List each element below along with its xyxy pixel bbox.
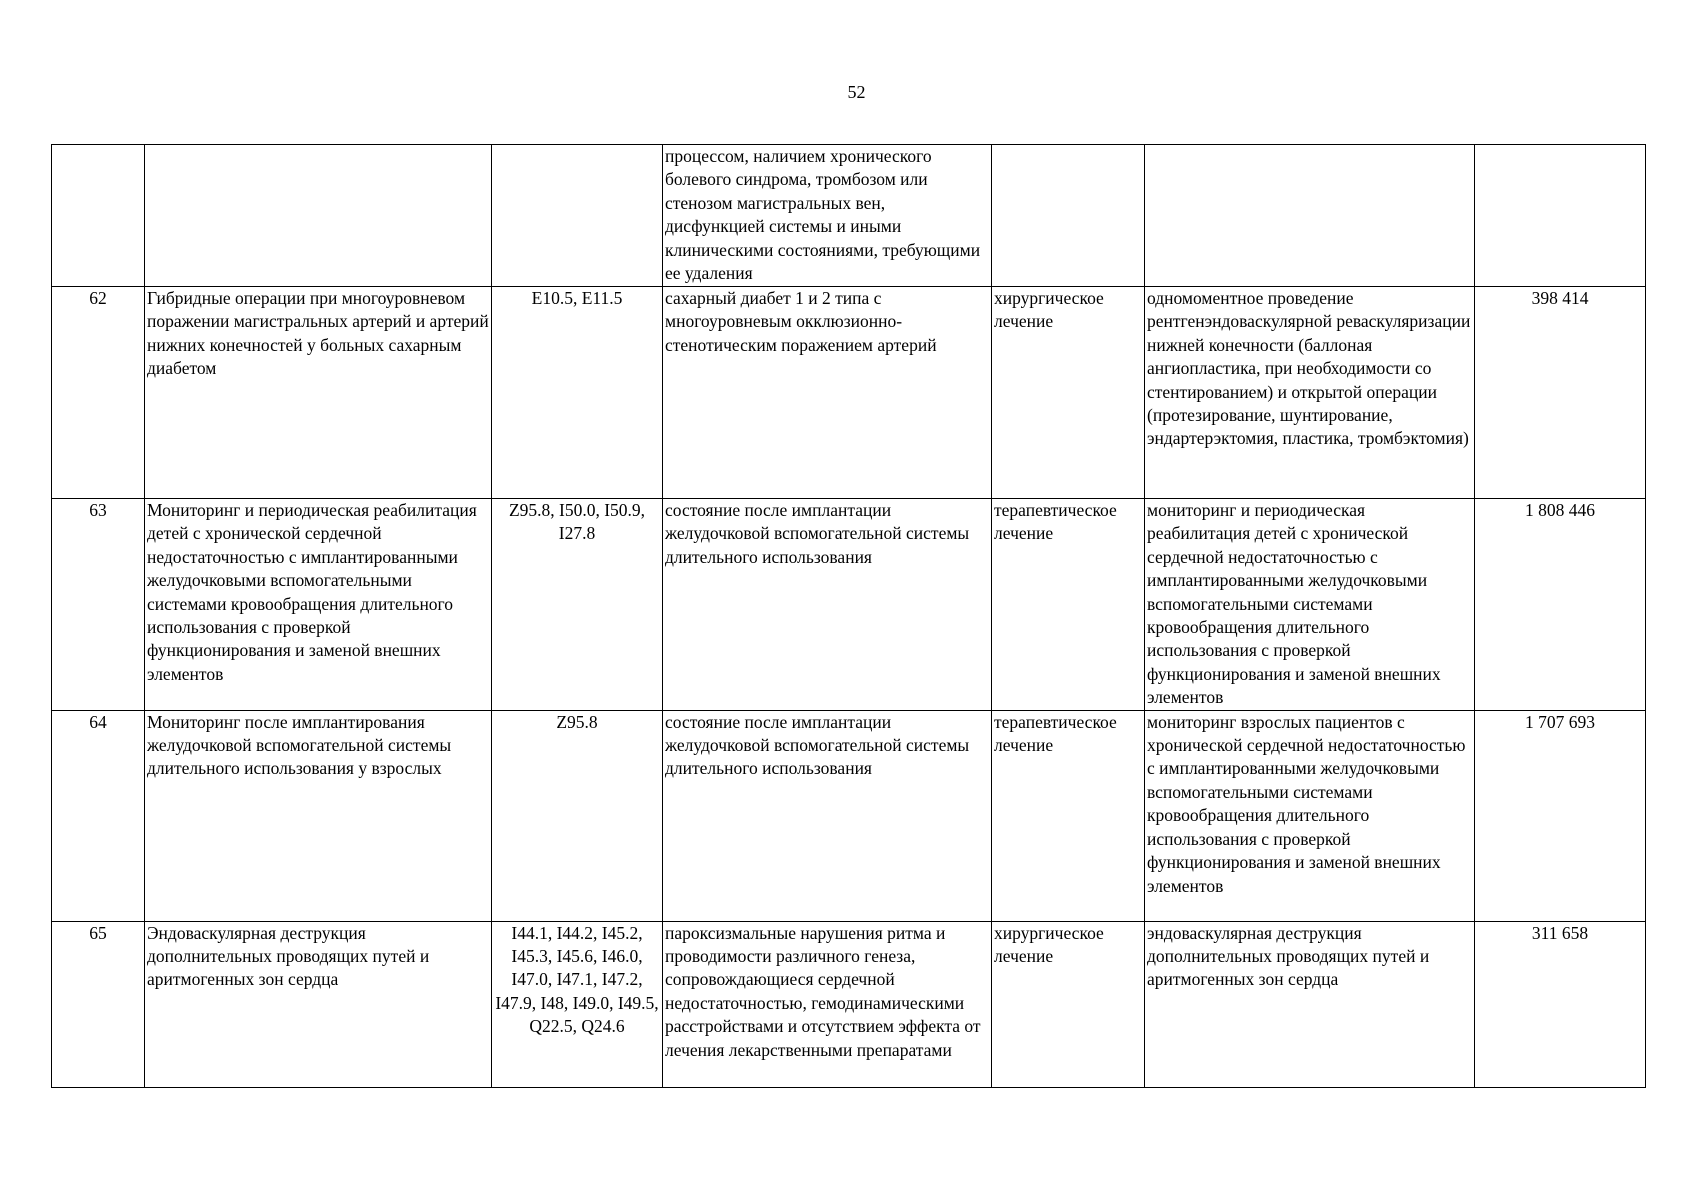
service-name: Мониторинг и периодическая реабилитация детей с хронической сердечной недостаточностью с имплантированными желудочковыми вспомогательными системами кровообращения длительного использования с проверкой функционирования и заменой внешних элементов xyxy=(145,499,492,711)
row-number xyxy=(52,145,145,287)
cost-value xyxy=(1475,145,1646,287)
row-number: 63 xyxy=(52,499,145,711)
services-table xyxy=(51,144,1646,1088)
treatment-type xyxy=(992,145,1145,287)
patient-model: процессом, наличием хронического болевого синдрома, тромбозом или стенозом магистральных вен, дисфункцией системы и иными клиническими состояниями, требующими ее удаления xyxy=(663,145,992,287)
diagnosis-codes: Z95.8, I50.0, I50.9, I27.8 xyxy=(492,499,663,711)
cost-value: 1 707 693 xyxy=(1475,710,1646,921)
service-name: Мониторинг после имплантирования желудочковой вспомогательной системы длительного использования у взрослых xyxy=(145,710,492,921)
treatment-type: терапевтическое лечение xyxy=(992,499,1145,711)
service-name: Эндоваскулярная деструкция дополнительных проводящих путей и аритмогенных зон сердца xyxy=(145,921,492,1087)
cost-value: 311 658 xyxy=(1475,921,1646,1087)
row-number: 62 xyxy=(52,287,145,499)
treatment-method xyxy=(1145,145,1475,287)
diagnosis-codes xyxy=(492,145,663,287)
table-row xyxy=(52,921,1646,1087)
cost-value: 1 808 446 xyxy=(1475,499,1646,711)
patient-model: состояние после имплантации желудочковой вспомогательной системы длительного использования xyxy=(663,710,992,921)
diagnosis-codes: I44.1, I44.2, I45.2, I45.3, I45.6, I46.0, I47.0, I47.1, I47.2, I47.9, I48, I49.0, I49.5, Q22.5, Q24.6 xyxy=(492,921,663,1087)
treatment-method: мониторинг и периодическая реабилитация детей с хронической сердечной недостаточностью с имплантированными желудочковыми вспомогательными системами кровообращения длительного использования с проверкой функционирования и заменой внешних элементов xyxy=(1145,499,1475,711)
row-number: 65 xyxy=(52,921,145,1087)
patient-model: состояние после имплантации желудочковой вспомогательной системы длительного использования xyxy=(663,499,992,711)
row-number: 64 xyxy=(52,710,145,921)
table-row xyxy=(52,145,1646,287)
treatment-method: эндоваскулярная деструкция дополнительных проводящих путей и аритмогенных зон сердца xyxy=(1145,921,1475,1087)
treatment-method: одномоментное проведение рентгенэндоваскулярной реваскуляризации нижней конечности (баллоная ангиопластика, при необходимости со стентированием) и открытой операции (протезирование, шунтирование, эндартерэктомия, пластика, тромбэктомия) xyxy=(1145,287,1475,499)
diagnosis-codes: E10.5, E11.5 xyxy=(492,287,663,499)
table-row xyxy=(52,710,1646,921)
treatment-type: хирургическое лечение xyxy=(992,921,1145,1087)
treatment-type: хирургическое лечение xyxy=(992,287,1145,499)
patient-model: сахарный диабет 1 и 2 типа с многоуровневым окклюзионно-стенотическим поражением артерий xyxy=(663,287,992,499)
patient-model: пароксизмальные нарушения ритма и проводимости различного генеза, сопровождающиеся сердечной недостаточностью, гемодинамическими расстройствами и отсутствием эффекта от лечения лекарственными препаратами xyxy=(663,921,992,1087)
diagnosis-codes: Z95.8 xyxy=(492,710,663,921)
service-name xyxy=(145,145,492,287)
treatment-method: мониторинг взрослых пациентов с хронической сердечной недостаточностью с имплантированными желудочковыми вспомогательными системами кровообращения длительного использования с проверкой функционирования и заменой внешних элементов xyxy=(1145,710,1475,921)
page-number: 52 xyxy=(847,82,866,102)
treatment-type: терапевтическое лечение xyxy=(992,710,1145,921)
table-row xyxy=(52,287,1646,499)
cost-value: 398 414 xyxy=(1475,287,1646,499)
service-name: Гибридные операции при многоуровневом поражении магистральных артерий и артерий нижних конечностей у больных сахарным диабетом xyxy=(145,287,492,499)
table-row xyxy=(52,499,1646,711)
